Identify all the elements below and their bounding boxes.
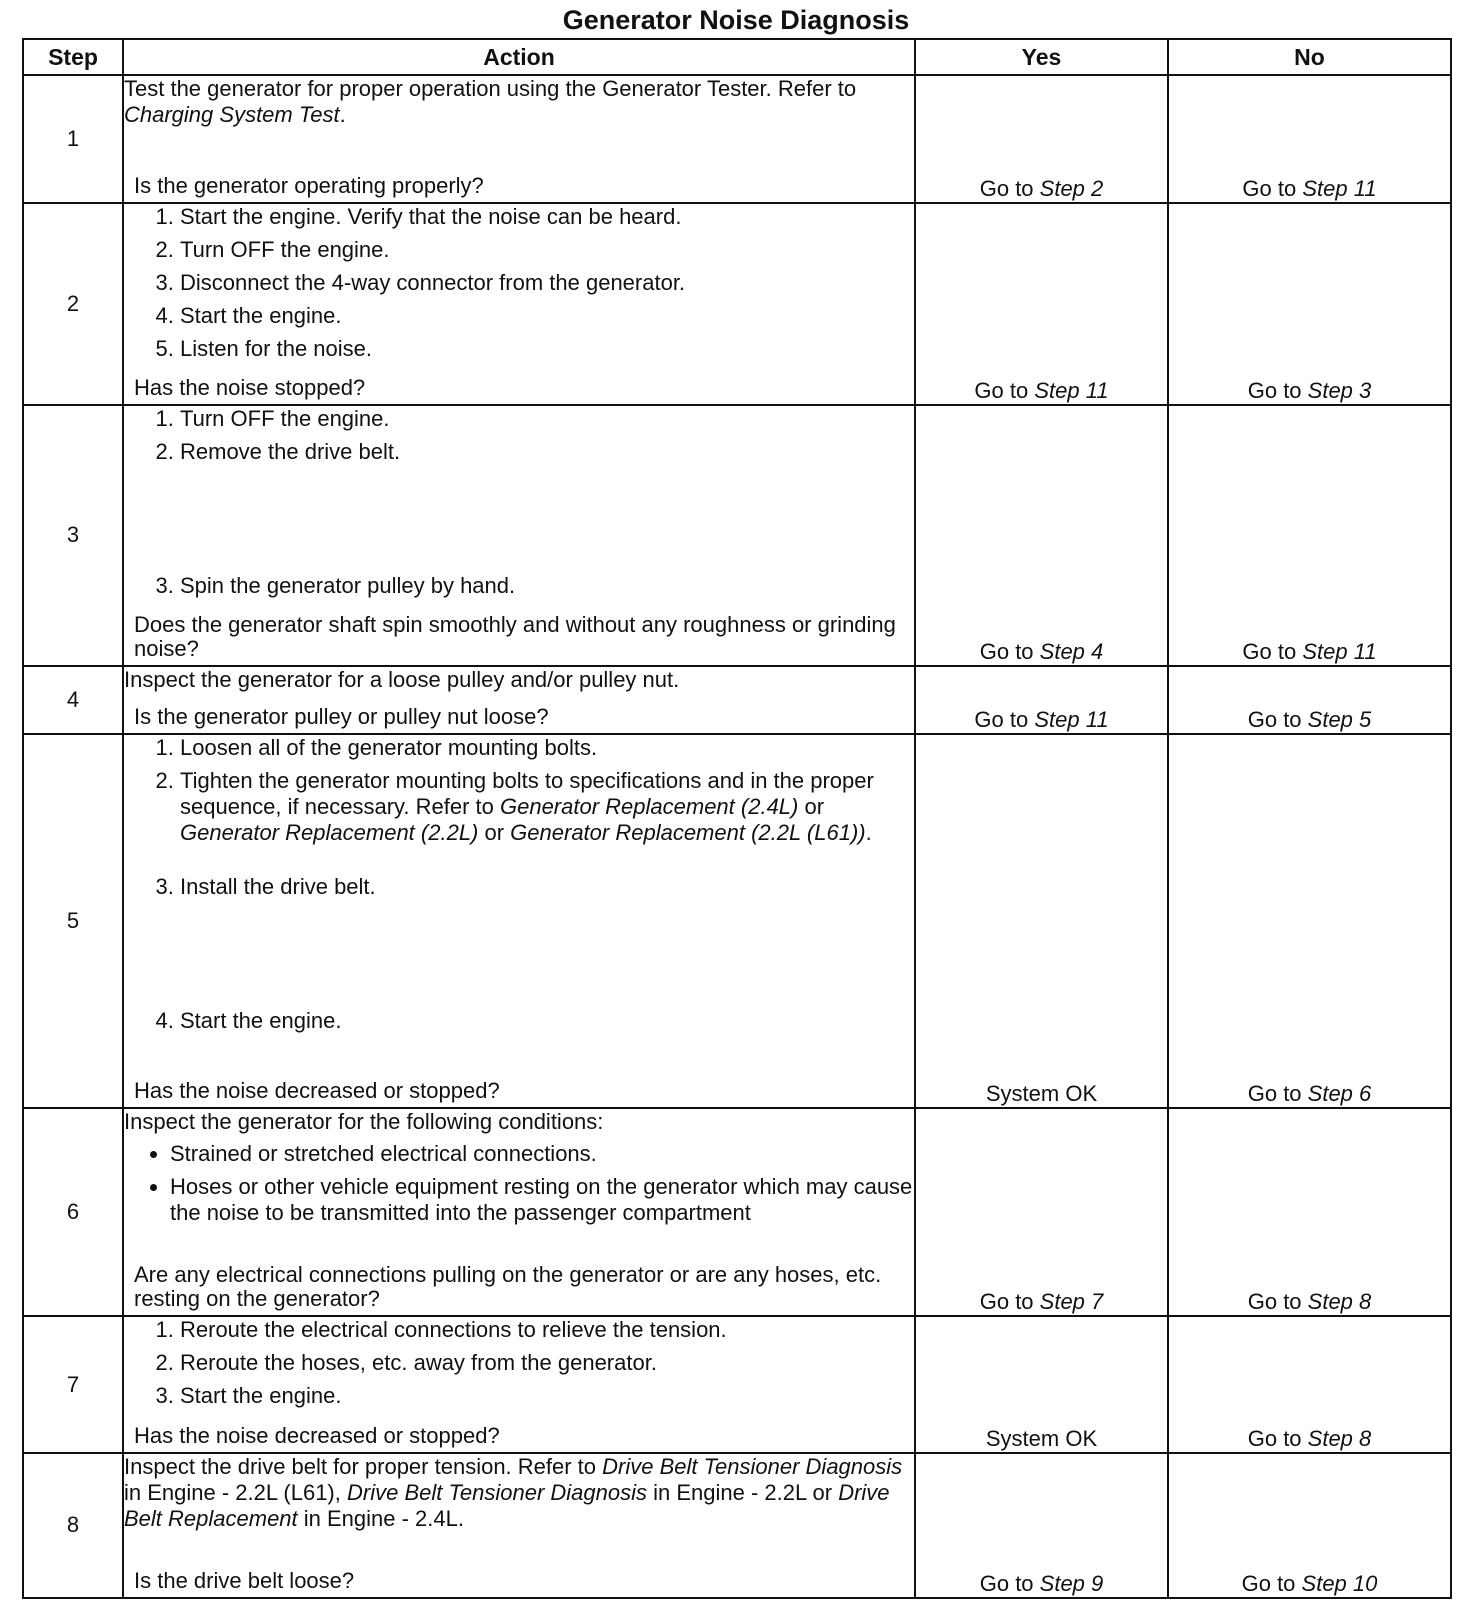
step-number: 1 — [23, 75, 123, 203]
text-run: Strained or stretched electrical connections. — [170, 1141, 597, 1166]
no-result — [1168, 405, 1451, 667]
italic-ref-text: Step 8 — [1307, 1425, 1372, 1451]
italic-ref-text: Generator Replacement (2.2L (L61)) — [510, 820, 866, 846]
procedure-list — [124, 406, 914, 599]
table-row — [23, 75, 1451, 203]
condition-item — [170, 1174, 914, 1226]
procedure-step — [180, 768, 914, 846]
text-run: Go to — [974, 707, 1035, 733]
yes-result — [915, 1316, 1168, 1452]
step-question: Is the drive belt loose? — [134, 1568, 355, 1593]
header-no: No — [1168, 39, 1451, 75]
step-question: Has the noise stopped? — [134, 374, 366, 400]
action-cell — [123, 1108, 915, 1316]
text-run: Go to — [1247, 377, 1308, 403]
text-run: Start the engine. — [180, 1383, 342, 1409]
step-number: 7 — [23, 1316, 123, 1452]
italic-ref-text: Drive Belt Replacement — [124, 1479, 890, 1531]
step-question: Is the generator pulley or pulley nut loose? — [134, 704, 549, 730]
yes-result — [915, 203, 1168, 404]
step-number: 4 — [23, 666, 123, 734]
step-question: Does the generator shaft spin smoothly and without any roughness or grinding noise? — [134, 612, 896, 662]
text-run: Test the generator for proper operation using the Generator Tester. Refer to — [124, 76, 857, 101]
text-run: Loosen all of the generator mounting bolts. — [180, 735, 598, 761]
step-question: Is the generator operating properly? — [134, 173, 484, 199]
text-run: Go to — [974, 377, 1035, 403]
action-cell — [123, 734, 915, 1108]
italic-ref-text: Step 2 — [1039, 176, 1104, 202]
procedure-step — [180, 1383, 914, 1409]
text-run: Go to — [1241, 1571, 1302, 1596]
text-run: Start the engine. — [180, 1008, 342, 1034]
italic-ref-text: Generator Replacement (2.2L) — [180, 820, 479, 846]
action-text — [124, 667, 914, 693]
procedure-step — [180, 237, 914, 263]
text-run: Remove the drive belt. — [180, 438, 401, 464]
text-run: Go to — [979, 639, 1040, 665]
text-run: Go to — [1247, 1289, 1308, 1315]
italic-ref-text: Step 9 — [1039, 1571, 1104, 1596]
procedure-list — [124, 204, 914, 362]
text-run: . — [865, 820, 872, 846]
text-run: Start the engine. — [180, 303, 342, 329]
text-run: in Engine - 2.2L or — [647, 1479, 839, 1505]
no-result — [1168, 1453, 1451, 1598]
italic-ref-text: Step 11 — [1302, 639, 1377, 665]
text-run: System OK — [985, 1081, 1098, 1106]
procedure-step — [180, 439, 914, 465]
procedure-step — [180, 406, 914, 432]
yes-result — [915, 1453, 1168, 1598]
italic-ref-text: Step 7 — [1039, 1289, 1104, 1315]
table-row — [23, 734, 1451, 1108]
italic-ref-text: Step 5 — [1307, 707, 1372, 733]
yes-result — [915, 734, 1168, 1108]
italic-ref-text: Drive Belt Tensioner Diagnosis — [602, 1453, 903, 1479]
text-run: Turn OFF the engine. — [180, 237, 390, 263]
text-run: Go to — [1242, 176, 1303, 202]
action-text — [124, 1454, 914, 1532]
header-row — [23, 39, 1451, 75]
procedure-step — [180, 573, 914, 599]
condition-list — [124, 1141, 914, 1226]
text-run: Reroute the hoses, etc. away from the generator. — [180, 1350, 657, 1376]
step-question: Has the noise decreased or stopped? — [134, 1422, 500, 1448]
table-row — [23, 1453, 1451, 1598]
step-question: Has the noise decreased or stopped? — [134, 1078, 500, 1103]
text-run: Go to — [979, 1289, 1040, 1315]
italic-ref-text: Step 11 — [1034, 707, 1109, 733]
procedure-list — [124, 1317, 914, 1409]
italic-ref-text: Generator Replacement (2.4L) — [499, 794, 799, 820]
italic-ref-text: Drive Belt Tensioner Diagnosis — [347, 1479, 647, 1505]
table-row — [23, 1108, 1451, 1316]
text-run: or — [478, 820, 511, 846]
text-run: in Engine - 2.4L. — [297, 1505, 464, 1531]
action-cell — [123, 203, 915, 404]
italic-ref-text: Step 11 — [1302, 176, 1377, 202]
text-run: Go to — [1242, 639, 1303, 665]
procedure-step — [180, 336, 914, 362]
italic-ref-text: Step 11 — [1034, 377, 1109, 403]
table-row — [23, 203, 1451, 404]
no-result — [1168, 203, 1451, 404]
no-result — [1168, 734, 1451, 1108]
text-run: Start the engine. Verify that the noise can be heard. — [180, 204, 682, 230]
step-question: Are any electrical connections pulling on the generator or are any hoses, etc. resting on the generator? — [134, 1262, 882, 1312]
yes-result — [915, 405, 1168, 667]
yes-result — [915, 1108, 1168, 1316]
text-run: Go to — [979, 1571, 1040, 1596]
procedure-step — [180, 874, 914, 900]
header-step: Step — [23, 39, 123, 75]
action-text — [124, 1109, 914, 1135]
header-yes: Yes — [915, 39, 1168, 75]
yes-result — [915, 75, 1168, 203]
italic-ref-text: Step 8 — [1307, 1289, 1372, 1315]
text-run: . — [339, 102, 346, 127]
text-run: Tighten the generator mounting bolts to specifications and in the proper sequence, if necessary. Refer to — [180, 768, 874, 820]
text-run: Reroute the electrical connections to relieve the tension. — [180, 1317, 727, 1343]
procedure-step — [180, 1350, 914, 1376]
step-number: 6 — [23, 1108, 123, 1316]
procedure-step — [180, 735, 914, 761]
text-run: Install the drive belt. — [180, 874, 376, 900]
no-result — [1168, 75, 1451, 203]
italic-ref-text: Step 6 — [1307, 1081, 1372, 1106]
no-result — [1168, 1108, 1451, 1316]
text-run: Go to — [1247, 1081, 1308, 1106]
step-number: 5 — [23, 734, 123, 1108]
no-result — [1168, 1316, 1451, 1452]
text-run: Inspect the generator for a loose pulley and/or pulley nut. — [124, 667, 680, 693]
text-run: Go to — [1247, 1425, 1308, 1451]
step-number: 2 — [23, 203, 123, 404]
text-run: Disconnect the 4-way connector from the generator. — [180, 270, 686, 296]
text-run: Listen for the noise. — [180, 336, 373, 362]
text-run: System OK — [985, 1425, 1098, 1451]
header-action: Action — [123, 39, 915, 75]
action-cell — [123, 405, 915, 667]
step-number: 3 — [23, 405, 123, 667]
procedure-step — [180, 303, 914, 329]
text-run: Turn OFF the engine. — [180, 405, 390, 431]
italic-ref-text: Step 4 — [1039, 639, 1104, 665]
procedure-step — [180, 270, 914, 296]
text-run: or — [798, 794, 825, 820]
action-cell — [123, 1316, 915, 1452]
action-cell — [123, 75, 915, 203]
italic-ref-text: Step 3 — [1307, 377, 1372, 403]
yes-result — [915, 666, 1168, 734]
italic-ref-text: Charging System Test — [124, 102, 340, 127]
no-result — [1168, 666, 1451, 734]
procedure-list — [124, 735, 914, 1034]
text-run: Go to — [1247, 707, 1308, 733]
table-row — [23, 666, 1451, 734]
action-cell — [123, 1453, 915, 1598]
text-run: Go to — [979, 176, 1040, 202]
step-number: 8 — [23, 1453, 123, 1598]
table-row — [23, 1316, 1451, 1452]
text-run: Spin the generator pulley by hand. — [180, 572, 516, 598]
text-run: Inspect the generator for the following conditions: — [124, 1109, 604, 1134]
procedure-step — [180, 204, 914, 230]
text-run: in Engine - 2.2L (L61), — [124, 1479, 347, 1505]
procedure-step — [180, 1008, 914, 1034]
text-run: Inspect the drive belt for proper tension. Refer to — [124, 1453, 603, 1479]
page-title: Generator Noise Diagnosis — [562, 5, 910, 35]
text-run: Hoses or other vehicle equipment resting on the generator which may cause the noise to be transmitted into the passenger compartment — [170, 1174, 913, 1225]
condition-item — [170, 1141, 914, 1167]
diagnosis-table — [22, 38, 1452, 1599]
procedure-step — [180, 1317, 914, 1343]
italic-ref-text: Step 10 — [1301, 1571, 1378, 1596]
action-cell — [123, 666, 915, 734]
table-row — [23, 405, 1451, 667]
action-text — [124, 76, 914, 128]
